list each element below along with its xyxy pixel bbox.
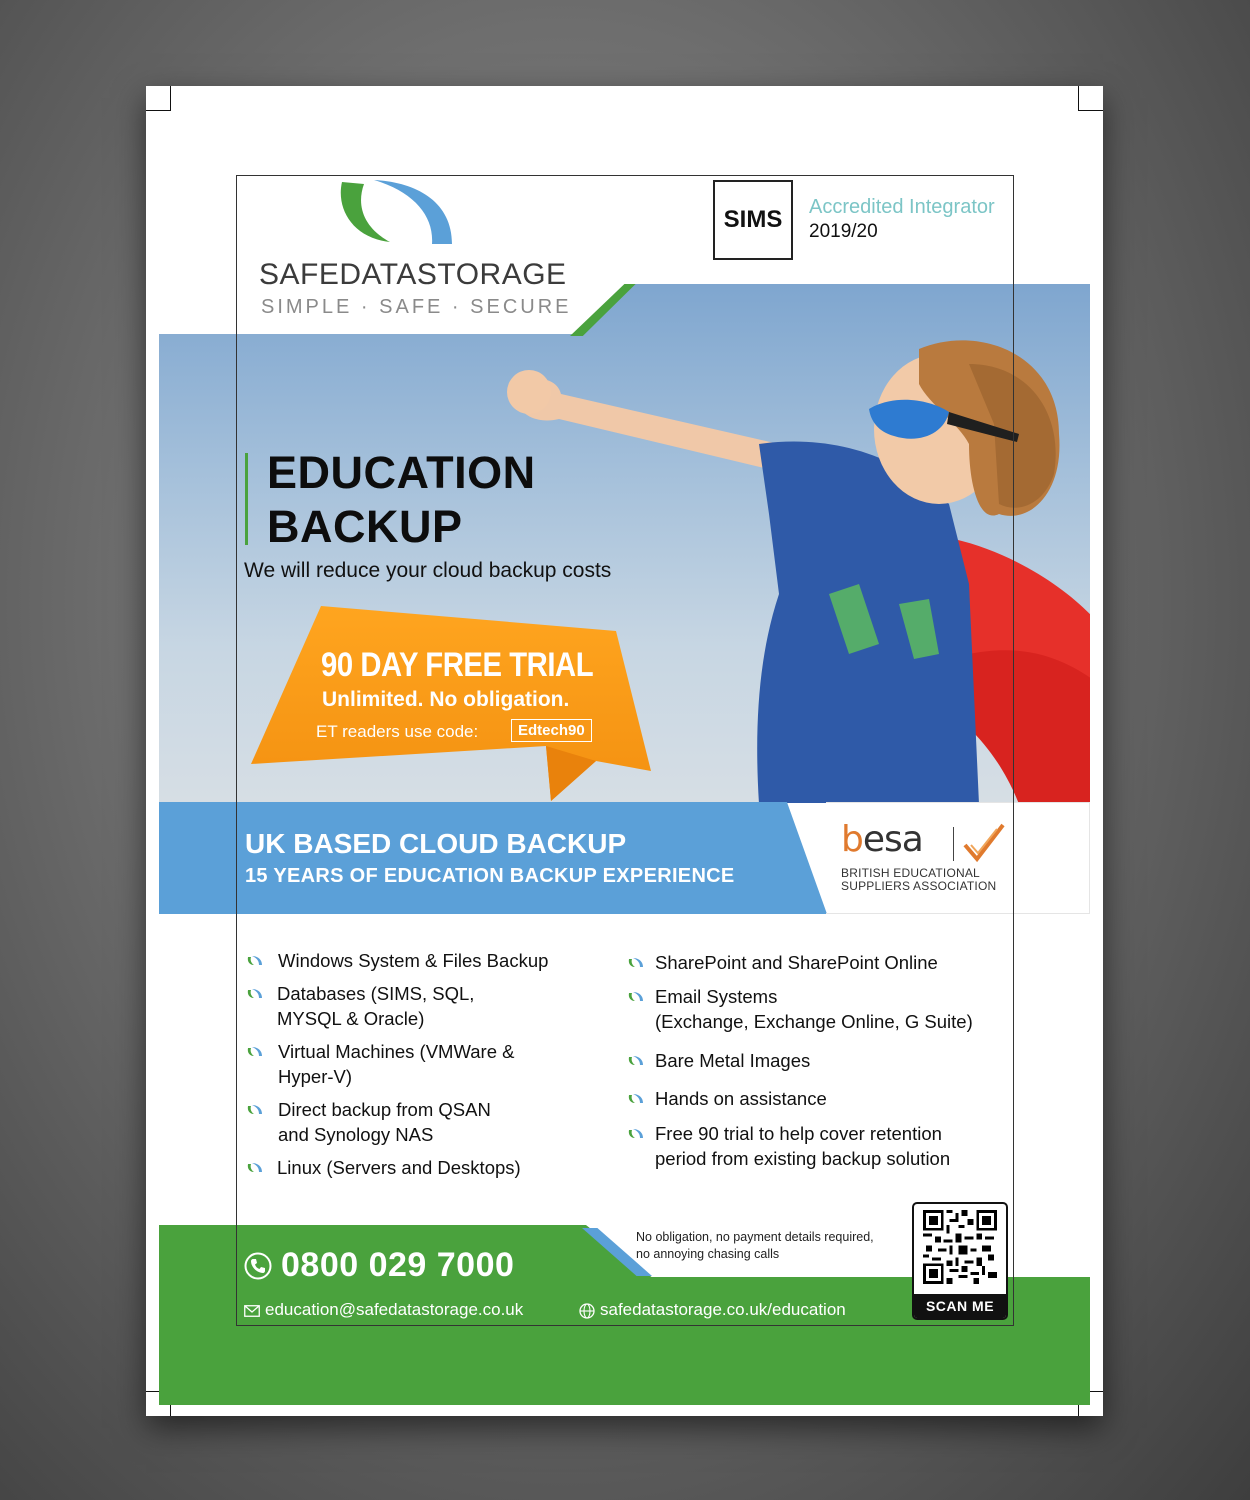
band-heading: UK BASED CLOUD BACKUP [245,828,627,859]
globe-icon [579,1303,595,1319]
leaf-bullet-icon [628,1094,644,1104]
title-line-2: BACKUP [267,501,463,552]
leaf-bullet-icon [628,1129,644,1139]
page-title [267,446,536,554]
besa-line-2: SUPPLIERS ASSOCIATION [841,879,997,893]
feature-line: Databases (SIMS, SQL, [277,983,475,1004]
feature-text [278,948,548,973]
besa-line-1: BRITISH EDUCATIONAL [841,866,980,880]
feature-line: (Exchange, Exchange Online, G Suite) [655,1011,973,1032]
feature-line: SharePoint and SharePoint Online [655,952,938,973]
title-line-1: EDUCATION [267,447,536,498]
flyer-page [146,86,1103,1416]
note-line-1: No obligation, no payment details required, [636,1230,874,1244]
feature-text [278,1097,491,1147]
band-subheading: 15 YEARS OF EDUCATION BACKUP EXPERIENCE [245,865,735,887]
qr-code-icon [923,1210,997,1284]
feature-text [277,1155,521,1180]
offer-subline: Unlimited. No obligation. [322,688,570,711]
website-link[interactable]: safedatastorage.co.uk/education [600,1300,846,1319]
offer-code-label: ET readers use code: [316,722,479,741]
feature-text [277,981,474,1031]
crop-mark-top-left [146,86,171,111]
besa-wordmark-rest: esa [862,819,923,860]
feature-text [655,1121,950,1171]
offer-code: Edtech90 [511,719,592,742]
feature-line: Virtual Machines (VMWare & [278,1041,515,1062]
feature-line: period from existing backup solution [655,1148,951,1169]
feature-text [655,1086,827,1111]
leaf-bullet-icon [628,1056,644,1066]
leaf-bullet-icon [628,958,644,968]
feature-line: Direct backup from QSAN [278,1099,491,1120]
feature-line: Hands on assistance [655,1088,827,1109]
feature-text [655,1048,810,1073]
no-obligation-note [636,1229,874,1263]
safedatastorage-logo [259,178,572,318]
scan-me-label: SCAN ME [914,1294,1006,1318]
feature-text [655,984,973,1034]
hero-subtitle: We will reduce your cloud backup costs [244,559,612,582]
phone-number[interactable]: 0800 029 7000 [281,1246,515,1284]
phone-icon [244,1252,272,1280]
feature-line: Email Systems [655,986,778,1007]
note-line-2: no annoying chasing calls [636,1247,780,1261]
feature-line: Linux (Servers and Desktops) [277,1157,521,1178]
sims-badge: SIMS [713,180,793,260]
title-accent-bar [245,453,248,545]
feature-text [278,1039,514,1089]
leaf-bullet-icon [247,989,263,999]
accreditation-label: Accredited Integrator [809,196,995,218]
brand-tagline: SIMPLE · SAFE · SECURE [261,296,572,318]
besa-wordmark-b: b [841,819,863,860]
leaf-bullet-icon [247,1163,263,1173]
qr-code[interactable] [912,1202,1008,1320]
free-trial-callout [246,601,651,816]
besa-wordmark [841,819,923,860]
besa-fullname [841,867,996,893]
feature-line: Windows System & Files Backup [278,950,549,971]
crop-mark-top-right [1078,86,1103,111]
brand-name: SAFEDATASTORAGE [259,258,567,291]
leaf-bullet-icon [247,1047,263,1057]
besa-logo [841,819,1011,899]
accreditation-year: 2019/20 [809,221,878,242]
feature-line: MYSQL & Oracle) [277,1008,425,1029]
feature-line: Hyper-V) [278,1066,353,1087]
besa-checkmark-icon [963,823,1005,863]
leaf-bullet-icon [247,956,263,966]
leaf-logo-icon [334,178,464,250]
email-link[interactable]: education@safedatastorage.co.uk [265,1300,524,1319]
leaf-bullet-icon [247,1105,263,1115]
feature-line: Bare Metal Images [655,1050,811,1071]
feature-line: Free 90 trial to help cover retention [655,1123,942,1144]
besa-divider [953,827,954,861]
feature-line: and Synology NAS [278,1124,434,1145]
offer-headline: 90 DAY FREE TRIAL [321,646,594,684]
leaf-bullet-icon [628,992,644,1002]
email-icon [244,1305,260,1317]
feature-text [655,950,938,975]
